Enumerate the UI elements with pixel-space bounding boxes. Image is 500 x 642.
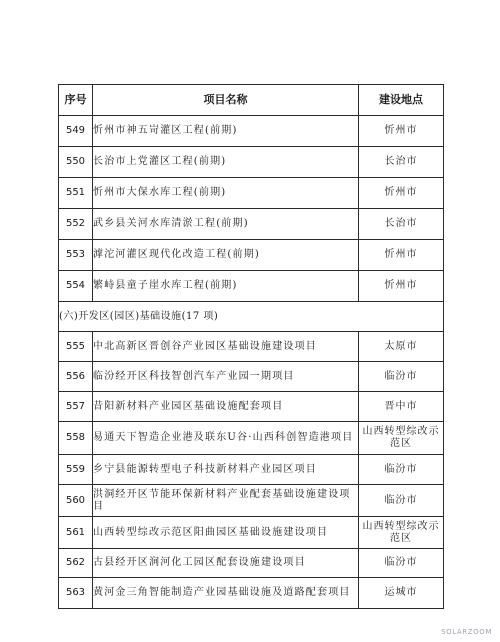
table-row	[59, 485, 444, 517]
row-number: 558	[59, 422, 93, 455]
watermark-logo: SOLARZOOM	[441, 628, 492, 636]
table-header-row	[59, 85, 444, 116]
table-row	[59, 549, 444, 578]
project-name: 乡宁县能源转型电子科技新材料产业园区项目	[93, 455, 359, 485]
table-row	[59, 455, 444, 485]
project-location: 忻州市	[359, 271, 444, 302]
table-row	[59, 578, 444, 609]
project-location: 太原市	[359, 332, 444, 362]
project-name: 临汾经开区科技智创汽车产业园一期项目	[93, 362, 359, 392]
row-number: 549	[59, 116, 93, 147]
table-row	[59, 240, 444, 271]
table-row	[59, 332, 444, 362]
row-number: 553	[59, 240, 93, 271]
project-table	[58, 84, 444, 609]
header-project-name: 项目名称	[93, 85, 359, 116]
project-name: 洪洞经开区节能环保新材料产业配套基础设施建设项目	[93, 485, 359, 517]
project-location: 长治市	[359, 209, 444, 240]
project-name: 忻州市神五岢灌区工程(前期)	[93, 116, 359, 147]
header-index: 序号	[59, 85, 93, 116]
project-name: 黄河金三角智能制造产业园基础设施及道路配套项目	[93, 578, 359, 609]
project-location: 山西转型综改示范区	[359, 422, 444, 455]
project-name: 长治市上党灌区工程(前期)	[93, 147, 359, 178]
row-number: 562	[59, 549, 93, 578]
table-row	[59, 209, 444, 240]
table-row	[59, 422, 444, 455]
project-location: 长治市	[359, 147, 444, 178]
project-location: 临汾市	[359, 455, 444, 485]
section-title: (六)开发区(园区)基础设施(17 项)	[59, 302, 444, 332]
project-name: 古县经开区涧河化工园区配套设施建设项目	[93, 549, 359, 578]
project-location: 忻州市	[359, 178, 444, 209]
project-location: 临汾市	[359, 485, 444, 517]
project-name: 易通天下智造企业港及联东U谷·山西科创智造港项目	[93, 422, 359, 455]
project-name: 中北高新区晋创谷产业园区基础设施建设项目	[93, 332, 359, 362]
project-name: 山西转型综改示范区阳曲园区基础设施建设项目	[93, 517, 359, 549]
row-number: 560	[59, 485, 93, 517]
project-location: 忻州市	[359, 240, 444, 271]
row-number: 561	[59, 517, 93, 549]
table-row	[59, 362, 444, 392]
project-name: 昔阳新材料产业园区基础设施配套项目	[93, 392, 359, 422]
project-name: 繁峙县童子崖水库工程(前期)	[93, 271, 359, 302]
table-row	[59, 178, 444, 209]
row-number: 563	[59, 578, 93, 609]
project-location: 临汾市	[359, 549, 444, 578]
table-row	[59, 116, 444, 147]
row-number: 552	[59, 209, 93, 240]
project-location: 山西转型综改示范区	[359, 517, 444, 549]
row-number: 551	[59, 178, 93, 209]
row-number: 557	[59, 392, 93, 422]
table-row	[59, 392, 444, 422]
table-row	[59, 147, 444, 178]
row-number: 556	[59, 362, 93, 392]
row-number: 559	[59, 455, 93, 485]
row-number: 554	[59, 271, 93, 302]
project-location: 临汾市	[359, 362, 444, 392]
section-row	[59, 302, 444, 332]
project-name: 滹沱河灌区现代化改造工程(前期)	[93, 240, 359, 271]
project-location: 运城市	[359, 578, 444, 609]
header-location: 建设地点	[359, 85, 444, 116]
project-name: 武乡县关河水库清淤工程(前期)	[93, 209, 359, 240]
table-row	[59, 517, 444, 549]
row-number: 550	[59, 147, 93, 178]
project-location: 晋中市	[359, 392, 444, 422]
row-number: 555	[59, 332, 93, 362]
table-row	[59, 271, 444, 302]
project-name: 忻州市大保水库工程(前期)	[93, 178, 359, 209]
project-location: 忻州市	[359, 116, 444, 147]
